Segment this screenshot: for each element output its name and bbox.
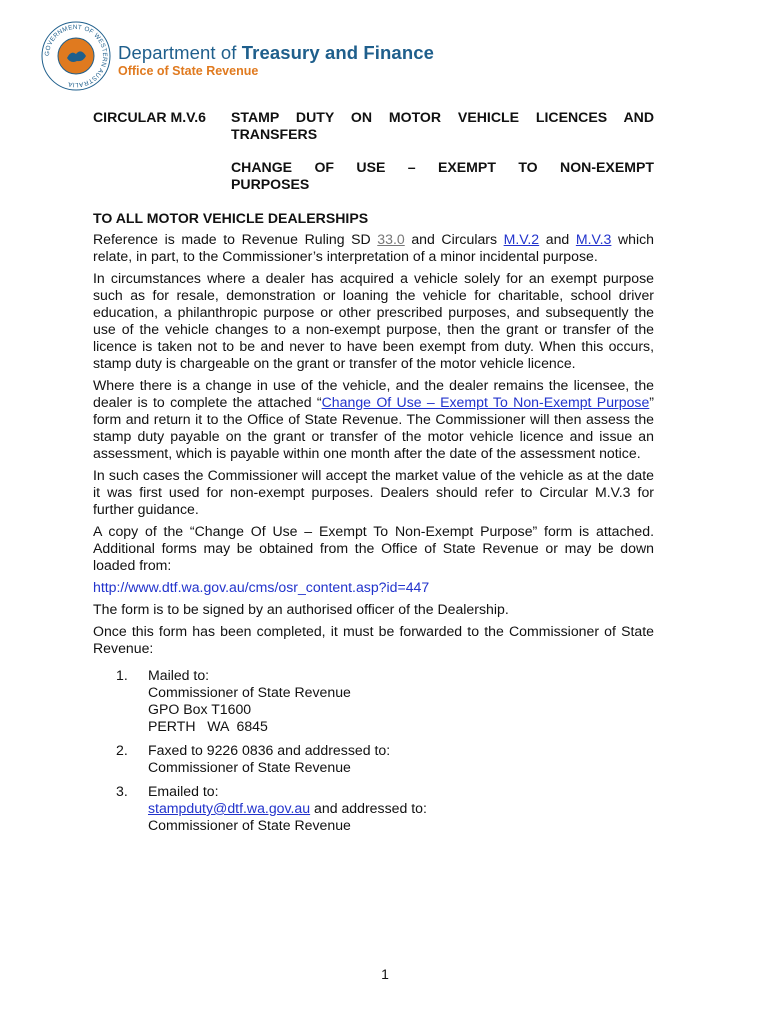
paragraph-change-of-use: Where there is a change in use of the vehicle, and the dealer remains the licensee, the dealer is to complete the attached “Change Of Use – Exempt To Non-Exempt Purpose” form and return it to the Office of State Revenue. The Commissioner will then assess the stamp duty payable on the grant or transfer of the motor vehicle licence and issue an assessment, which is payable within one month after the date of the assessment notice. <box>93 377 654 461</box>
circular-title: STAMP DUTY ON MOTOR VEHICLE LICENCES AND TRANSFERS <box>231 109 654 142</box>
page-number: 1 <box>381 966 389 982</box>
download-url-link[interactable]: http://www.dtf.wa.gov.au/cms/osr_content.asp?id=447 <box>93 579 430 595</box>
circular-mv3-link[interactable]: M.V.3 <box>575 231 612 247</box>
circular-mv2-link[interactable]: M.V.2 <box>503 231 540 247</box>
circular-title-block <box>93 109 654 143</box>
circular-subtitle: CHANGE OF USE – EXEMPT TO NON-EXEMPT PURPOSES <box>231 159 654 192</box>
document-body <box>93 109 654 841</box>
paragraph-reference: Reference is made to Revenue Ruling SD 33.0 and Circulars M.V.2 and M.V.3 which relate, in part, to the Commissioner’s interpretation of a minor incidental purpose. <box>93 231 655 264</box>
paragraph-signing: The form is to be signed by an authorised officer of the Dealership. <box>93 601 509 617</box>
government-seal-logo <box>40 20 112 92</box>
department-name: Department of Treasury and Finance <box>118 42 434 63</box>
seal-text: GOVERNMENT OF WESTERN AUSTRALIA <box>43 23 109 89</box>
audience-heading: TO ALL MOTOR VEHICLE DEALERSHIPS <box>93 210 369 226</box>
letterhead <box>40 20 480 90</box>
paragraph-circumstances: In circumstances where a dealer has acquired a vehicle solely for an exempt purpose such as for resale, demonstration or loaning the vehicle for charitable, school driver education, a philanthropic purpose or other prescribed purposes, and subsequently the use of the vehicle changes to a non-exempt purpose, then the grant or transfer of the licence is taken not to be and never to have been exempt from duty. When this occurs, stamp duty is chargeable on the grant or transfer of the motor vehicle licence. <box>93 270 654 371</box>
email-link[interactable]: stampduty@dtf.wa.gov.au <box>148 800 311 816</box>
paragraph-forwarding: Once this form has been completed, it must be forwarded to the Commissioner of State Revenue: <box>93 623 654 656</box>
circular-id: CIRCULAR M.V.6 <box>93 109 207 125</box>
delivery-methods-list <box>93 667 654 834</box>
list-item: 3. Emailed to: stampduty@dtf.wa.gov.au and addressed to: Commissioner of State Revenue <box>116 783 427 833</box>
office-name: Office of State Revenue <box>118 64 259 78</box>
list-item: 1. Mailed to: Commissioner of State Revenue GPO Box T1600 PERTH WA 6845 <box>116 667 351 734</box>
paragraph-url <box>93 579 654 596</box>
paragraph-market-value: In such cases the Commissioner will accept the market value of the vehicle as at the date it was first used for non-exempt purposes. Dealers should refer to Circular M.V.3 for further guidance. <box>93 467 654 517</box>
list-item: 2. Faxed to 9226 0836 and addressed to: Commissioner of State Revenue <box>116 742 391 775</box>
form-link[interactable]: Change Of Use – Exempt To Non-Exempt Purpose <box>321 394 650 410</box>
ruling-link[interactable]: 33.0 <box>377 231 405 247</box>
paragraph-form-copy: A copy of the “Change Of Use – Exempt To Non-Exempt Purpose” form is attached. Additional forms may be obtained from the Office of State Revenue or may be down loaded from: <box>93 523 654 573</box>
